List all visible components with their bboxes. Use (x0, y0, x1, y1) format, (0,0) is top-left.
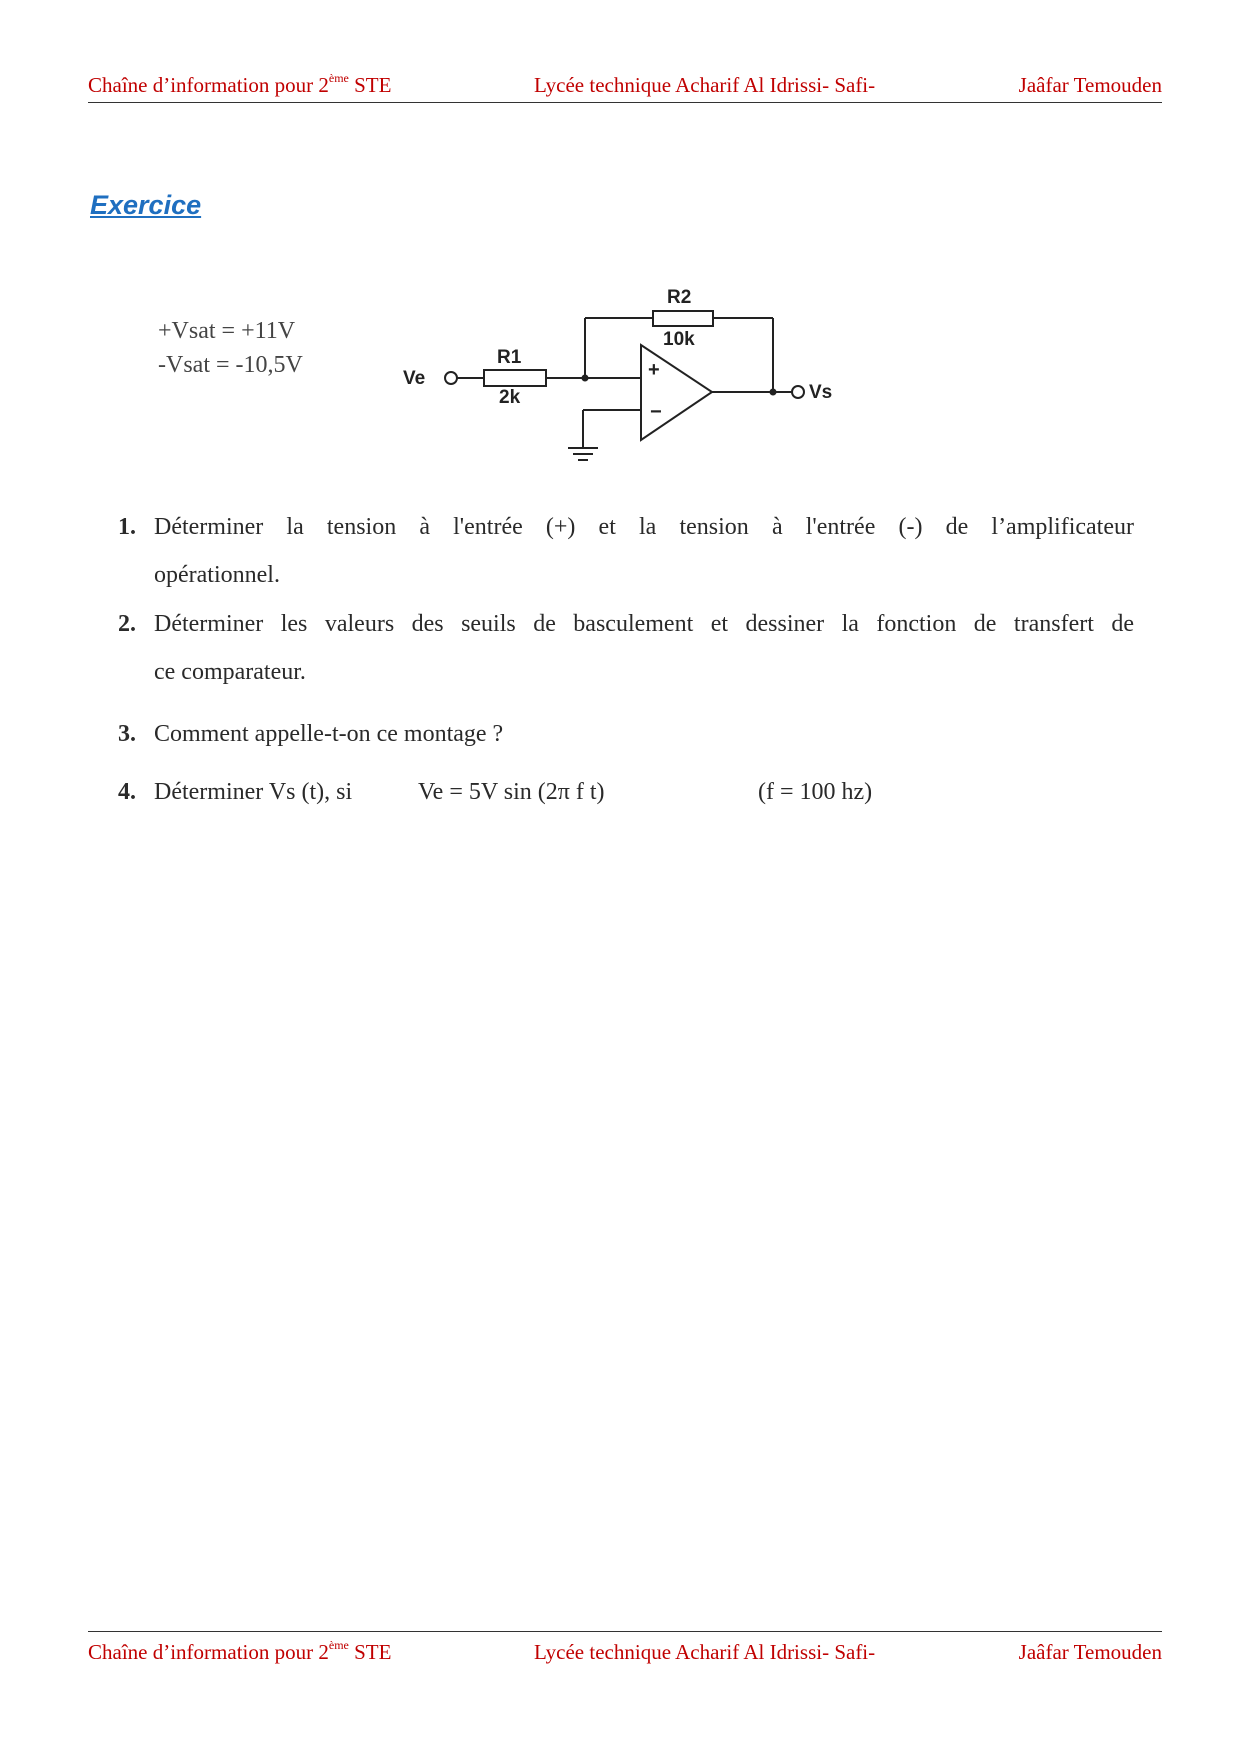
question-text (118, 503, 1134, 599)
exercise-title: Exercice (90, 190, 202, 220)
page-header (88, 73, 1162, 103)
ground-symbol (568, 448, 598, 460)
vsat-positive: +Vsat = +11V (158, 318, 296, 344)
node-dot-input (582, 375, 589, 382)
r2-label: R2 (667, 287, 692, 308)
question-number: 3. (118, 721, 136, 747)
question-text (118, 768, 1134, 816)
r1-label: R1 (497, 347, 522, 368)
question-number: 1. (118, 514, 136, 540)
question-line: Déterminer la tension à l'entrée (+) et la tension à l'entrée (-) de l’amplificateur (154, 514, 1134, 540)
input-terminal (445, 372, 457, 384)
page-footer (88, 1640, 1162, 1670)
question-4 (118, 768, 1134, 816)
question-1 (118, 503, 1134, 599)
output-terminal (792, 386, 804, 398)
header-school: Lycée technique Acharif Al Idrissi- Safi- (534, 73, 876, 97)
plus-sign: + (648, 359, 660, 381)
minus-sign: − (650, 401, 662, 423)
question-text: Comment appelle-t-on ce montage ? (154, 721, 504, 747)
r2-value: 10k (663, 329, 695, 350)
question-formula: Ve = 5V sin (2π f t) (418, 779, 605, 805)
header-rule (88, 102, 1162, 103)
footer-school: Lycée technique Acharif Al Idrissi- Safi- (534, 1640, 876, 1664)
resistor-r2 (653, 311, 713, 326)
footer-author: Jaâfar Temouden (1018, 1640, 1162, 1664)
header-course: Chaîne d’information pour 2ème STE (88, 71, 392, 97)
vsat-negative: -Vsat = -10,5V (158, 352, 303, 378)
question-line: Déterminer les valeurs des seuils de basculement et dessiner la fonction de transfert de (154, 611, 1134, 637)
input-label: Ve (403, 368, 426, 389)
footer-rule (88, 1631, 1162, 1632)
header-author: Jaâfar Temouden (1018, 73, 1162, 97)
question-3 (118, 710, 1134, 758)
question-frequency: (f = 100 hz) (758, 779, 873, 805)
question-part: Déterminer Vs (t), si (154, 779, 353, 805)
node-dot-output (770, 389, 777, 396)
question-number: 2. (118, 611, 136, 637)
question-2 (118, 600, 1134, 696)
question-number: 4. (118, 779, 136, 805)
question-line: opérationnel. (154, 562, 280, 588)
footer-course: Chaîne d’information pour 2ème STE (88, 1638, 392, 1664)
question-line: ce comparateur. (154, 659, 306, 685)
question-text (118, 600, 1134, 696)
comparator-circuit-diagram (395, 270, 865, 480)
resistor-r1 (484, 370, 546, 386)
output-label: Vs (809, 382, 833, 403)
r1-value: 2k (499, 387, 521, 408)
